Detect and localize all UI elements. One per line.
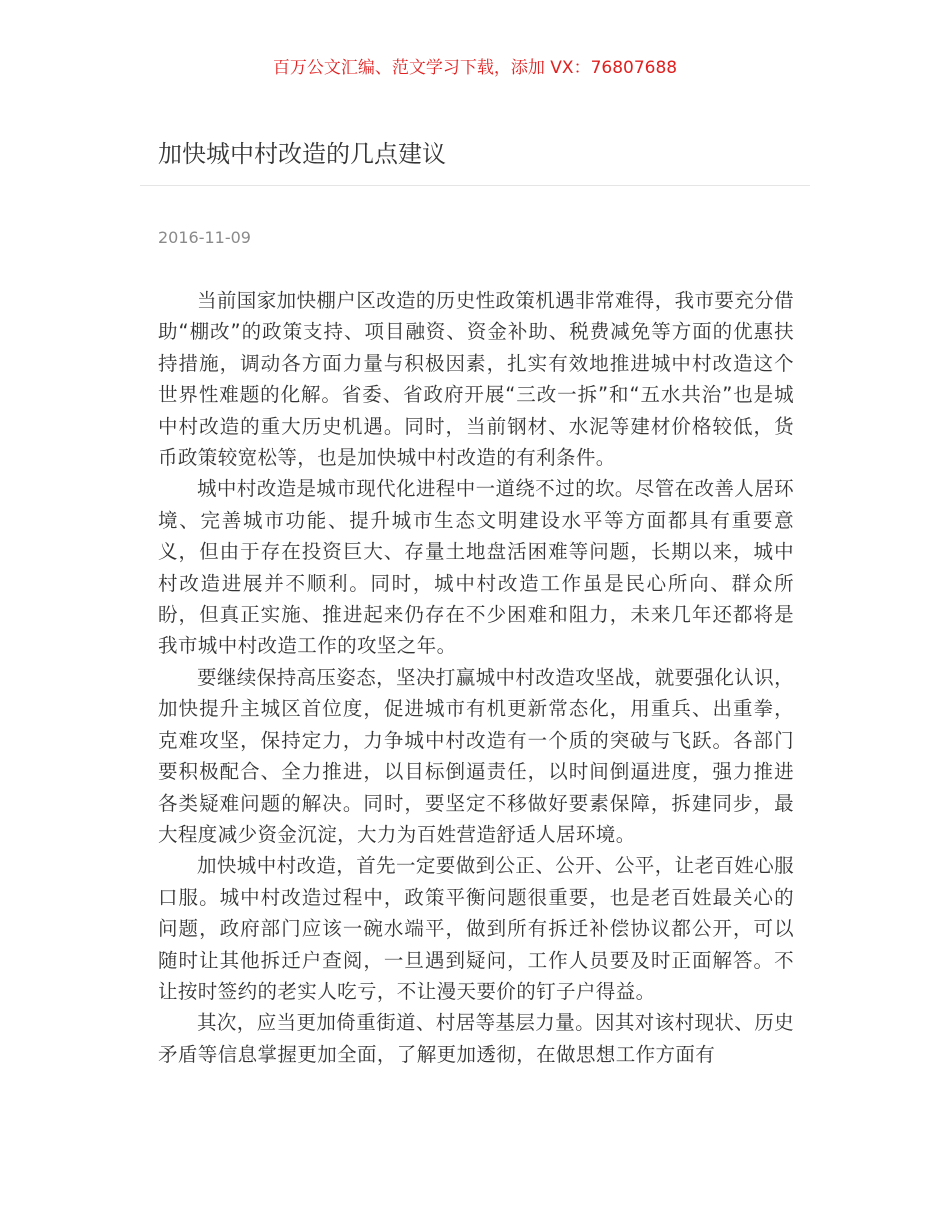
promo-banner: 百万公文汇编、范文学习下载，添加 VX：76807688: [272, 58, 678, 78]
title-divider: [140, 185, 810, 186]
paragraph-5: 其次，应当更加倚重街道、村居等基层力量。因其对该村现状、历史矛盾等信息掌握更加全面，了解更加透彻，在做思想工作方面有: [158, 1011, 794, 1066]
article-title: 加快城中村改造的几点建议: [158, 140, 446, 168]
paragraph-4: 加快城中村改造，首先一定要做到公正、公开、公平，让老百姓心服口服。城中村改造过程中，政策平衡问题很重要，也是老百姓最关心的问题，政府部门应该一碗水端平，做到所有拆迁补偿协议都公开，可以随时让其他拆迁户查阅，一旦遇到疑问，工作人员要及时正面解答。不让按时签约的老实人吃亏，不让漫天要价的钉子户得益。: [158, 854, 794, 1003]
article-body: [158, 285, 794, 1115]
publish-date: 2016-11-09: [158, 228, 251, 247]
paragraph-1: 当前国家加快棚户区改造的历史性政策机遇非常难得，我市要充分借助“棚改”的政策支持、项目融资、资金补助、税费减免等方面的优惠扶持措施，调动各方面力量与积极因素，扎实有效地推进城中村改造这个世界性难题的化解。省委、省政府开展“三改一拆”和“五水共治”也是城中村改造的重大历史机遇。同时，当前钢材、水泥等建材价格较低，货币政策较宽松等，也是加快城中村改造的有利条件。: [158, 289, 794, 470]
paragraph-3: 要继续保持高压姿态，坚决打赢城中村改造攻坚战，就要强化认识，加快提升主城区首位度，促进城市有机更新常态化，用重兵、出重拳，克难攻坚，保持定力，力争城中村改造有一个质的突破与飞跃。各部门要积极配合、全力推进，以目标倒逼责任，以时间倒逼进度，强力推进各类疑难问题的解决。同时，要坚定不移做好要素保障，拆建同步，最大程度减少资金沉淀，大力为百姓营造舒适人居环境。: [158, 665, 794, 846]
paragraph-2: 城中村改造是城市现代化进程中一道绕不过的坎。尽管在改善人居环境、完善城市功能、提升城市生态文明建设水平等方面都具有重要意义，但由于存在投资巨大、存量土地盘活困难等问题，长期以来，城中村改造进展并不顺利。同时，城中村改造工作虽是民心所向、群众所盼，但真正实施、推进起来仍存在不少困难和阻力，未来几年还都将是我市城中村改造工作的攻坚之年。: [158, 477, 794, 658]
